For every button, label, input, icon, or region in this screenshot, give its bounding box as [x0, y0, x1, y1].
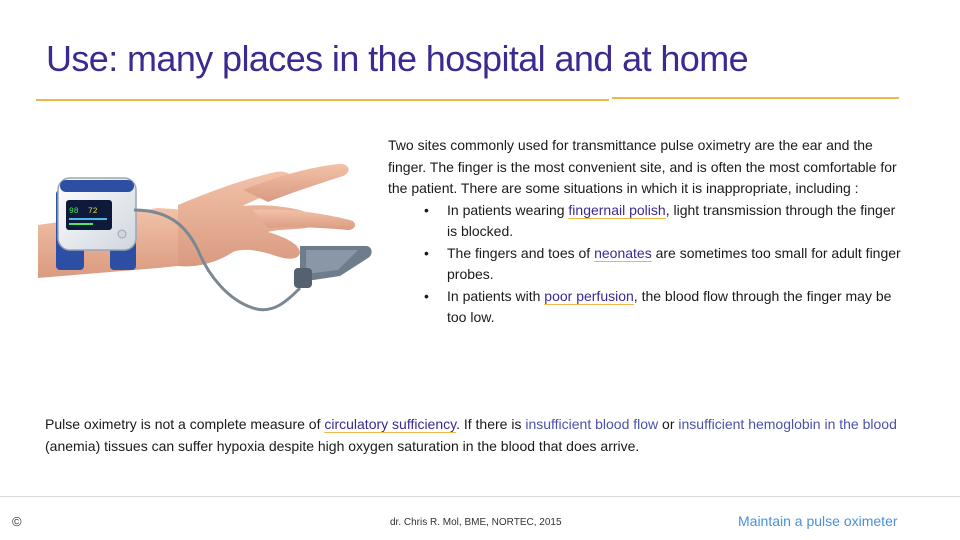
- highlight-term: fingernail polish: [568, 201, 666, 218]
- intro-paragraph: Two sites commonly used for transmittance pulse oximetry are the ear and the finger. The finger is the most convenient site, and is often the most comfortable for the patient. There are some situations in which it is inappropriate, including :: [388, 137, 897, 196]
- blue-term: insufficient hemoglobin in the blood: [678, 416, 897, 432]
- summary-text: (anemia) tissues can suffer hypoxia despite high oxygen saturation in the blood that does arrive.: [45, 438, 640, 454]
- summary-text: Pulse oximetry is not a complete measure of: [45, 416, 325, 432]
- blue-term: insufficient blood flow: [525, 416, 659, 432]
- slide-title: Use: many places in the hospital and at home: [46, 38, 749, 79]
- list-item: [388, 243, 908, 286]
- highlight-term: neonates: [594, 244, 652, 261]
- bullet-text: The fingers and toes of: [447, 244, 595, 261]
- list-item: [388, 286, 908, 329]
- summary-text: or: [658, 416, 679, 432]
- footer-divider: [0, 496, 960, 497]
- summary-text: . If there is: [456, 416, 526, 432]
- highlight-term: circulatory sufficiency: [324, 416, 457, 432]
- copyright-icon: ©: [12, 514, 22, 529]
- pulse-oximeter-photo: [38, 150, 374, 332]
- bullet-icon: •: [424, 287, 429, 304]
- pulse-oximeter-illustration: [38, 150, 374, 332]
- title-underline-right: [612, 97, 899, 99]
- bullet-list: [388, 200, 908, 329]
- list-item: [388, 200, 908, 243]
- svg-text:72: 72: [88, 207, 98, 216]
- summary-block: [45, 413, 925, 457]
- bullet-text: In patients with: [447, 287, 545, 304]
- bullet-text: , light transmission through the finger is blocked.: [447, 201, 896, 239]
- highlight-term: poor perfusion: [544, 287, 634, 304]
- slide-footer: [0, 496, 960, 540]
- author-credit: dr. Chris R. Mol, BME, NORTEC, 2015: [390, 517, 562, 528]
- maintain-link[interactable]: Maintain a pulse oximeter: [738, 513, 898, 529]
- bullet-icon: •: [424, 201, 429, 218]
- bullet-text: In patients wearing: [447, 201, 569, 218]
- summary-paragraph: [45, 413, 925, 457]
- title-underline-left: [36, 99, 609, 101]
- bullet-text: , the blood flow through the finger may be too low.: [447, 287, 892, 325]
- bullet-icon: •: [424, 244, 429, 261]
- bullet-text: are sometimes too small for adult finger probes.: [447, 244, 901, 282]
- description-block: [388, 135, 908, 329]
- svg-text:98: 98: [69, 207, 79, 216]
